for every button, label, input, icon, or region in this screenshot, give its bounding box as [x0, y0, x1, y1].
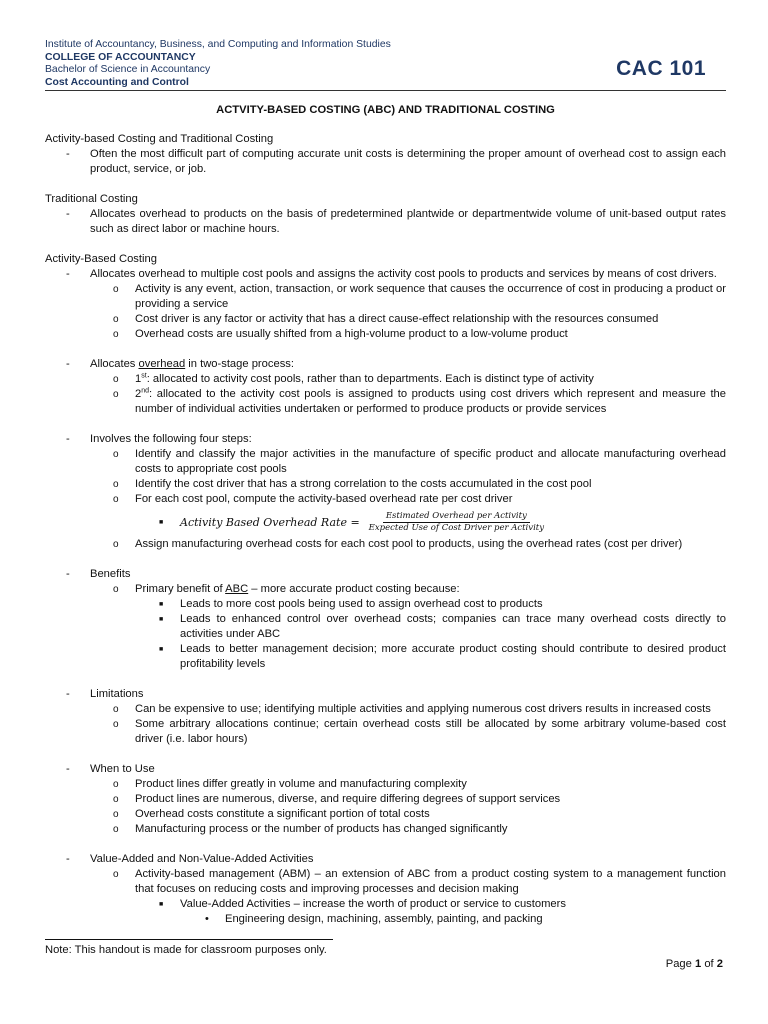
- list-item: o Manufacturing process or the number of products has changed significantly: [113, 823, 508, 835]
- course-code: CAC 101: [616, 57, 706, 80]
- document-body: [45, 132, 726, 927]
- list-item: ■ Leads to more cost pools being used to assign overhead cost to products: [159, 598, 543, 610]
- header-divider: [45, 90, 726, 91]
- list-item: - Benefits: [66, 568, 131, 580]
- program-name: Bachelor of Science in Accountancy: [45, 64, 211, 75]
- list-item: ■ Leads to better management decision; more accurate product costing should contribute to desired product profitability levels: [159, 643, 726, 670]
- document-title: ACTVITY-BASED COSTING (ABC) AND TRADITIONAL COSTING: [216, 104, 555, 116]
- institute-name: Institute of Accountancy, Business, and Computing and Information Studies: [45, 39, 391, 50]
- list-item: o 2nd: allocated to the activity cost pools is assigned to products using cost drivers which represent and measure the number of individual activities undertaken or performed to produce products or provide services: [113, 387, 726, 415]
- list-item: - Value-Added and Non-Value-Added Activities: [66, 853, 314, 865]
- list-item: o Product lines differ greatly in volume and manufacturing complexity: [113, 778, 467, 790]
- list-item: - Allocates overhead to multiple cost pools and assigns the activity cost pools to products and services by means of cost drivers.: [66, 268, 717, 280]
- list-item: o Activity-based management (ABM) – an extension of ABC from a product costing system to a management function that focuses on reducing costs and improving processes and decision making: [113, 868, 726, 895]
- list-item: o Can be expensive to use; identifying multiple activities and applying numerous cost drivers results in increased costs: [113, 703, 711, 715]
- list-item: o For each cost pool, compute the activity-based overhead rate per cost driver: [113, 493, 513, 505]
- list-item: o Primary benefit of ABC – more accurate product costing because:: [113, 583, 460, 595]
- footnote: Note: This handout is made for classroom purposes only.: [45, 944, 327, 956]
- list-item: ■ Value-Added Activities – increase the worth of product or service to customers: [159, 898, 566, 910]
- section-heading: Activity-Based Costing: [45, 253, 157, 265]
- list-item: - Allocates overhead to products on the basis of predetermined plantwide or departmentwide volume of unit-based output rates such as direct labor or machine hours.: [66, 208, 726, 235]
- list-item: o Overhead costs are usually shifted from a high-volume product to a low-volume product: [113, 328, 568, 340]
- overhead-rate-formula: ■ Activity Based Overhead Rate = $\frac{\text{Estimated Overhead per Activity}}{\text{Expected Use of Cost Driver per Activity}}$: [45, 507, 726, 537]
- list-item: - Involves the following four steps:: [66, 433, 252, 445]
- list-item: o Identify and classify the major activities in the manufacture of specific product and allocate manufacturing overhead costs to appropriate cost pools: [113, 448, 726, 475]
- list-item: - Limitations: [66, 688, 144, 700]
- footnote-divider: [45, 939, 333, 940]
- list-item: o Activity is any event, action, transaction, or work sequence that causes the occurrence of cost in producing a product or providing a service: [113, 283, 726, 310]
- list-item: • Engineering design, machining, assembly, painting, and packing: [205, 913, 543, 925]
- list-item: o Overhead costs constitute a significant portion of total costs: [113, 808, 430, 820]
- list-item: o Product lines are numerous, diverse, and require differing degrees of support services: [113, 793, 561, 805]
- list-item: o Cost driver is any factor or activity that has a direct cause-effect relationship with the resources consumed: [113, 313, 659, 325]
- list-item: o 1st: allocated to activity cost pools, rather than to departments. Each is distinct type of activity: [113, 372, 594, 385]
- list-item: o Identify the cost driver that has a strong correlation to the costs accumulated in the cost pool: [113, 478, 592, 490]
- section-heading: Traditional Costing: [45, 193, 138, 205]
- formula-denominator: Expected Use of Cost Driver per Activity: [368, 522, 545, 533]
- college-name: COLLEGE OF ACCOUNTANCY: [45, 51, 196, 63]
- list-item: - Often the most difficult part of computing accurate unit costs is determining the proper amount of overhead cost to assign each product, service, or job.: [66, 148, 726, 175]
- formula-numerator: Estimated Overhead per Activity: [383, 511, 530, 523]
- page-number: Page 1 of 2: [665, 958, 723, 970]
- subject-name: Cost Accounting and Control: [45, 76, 189, 88]
- section-heading: Activity-based Costing and Traditional Costing: [45, 133, 274, 145]
- list-item: o Some arbitrary allocations continue; certain overhead costs still be allocated by some arbitrary volume-based cost driver (i.e. labor hours): [113, 718, 726, 745]
- list-item: - When to Use: [66, 763, 155, 775]
- list-item: o Assign manufacturing overhead costs for each cost pool to products, using the overhead rates (cost per driver): [113, 538, 683, 550]
- list-item: - Allocates overhead in two-stage process:: [66, 358, 294, 370]
- formula-lhs: Activity Based Overhead Rate =: [180, 515, 360, 529]
- list-item: ■ Leads to enhanced control over overhead costs; companies can trace many overhead costs directly to activities under ABC: [159, 613, 726, 640]
